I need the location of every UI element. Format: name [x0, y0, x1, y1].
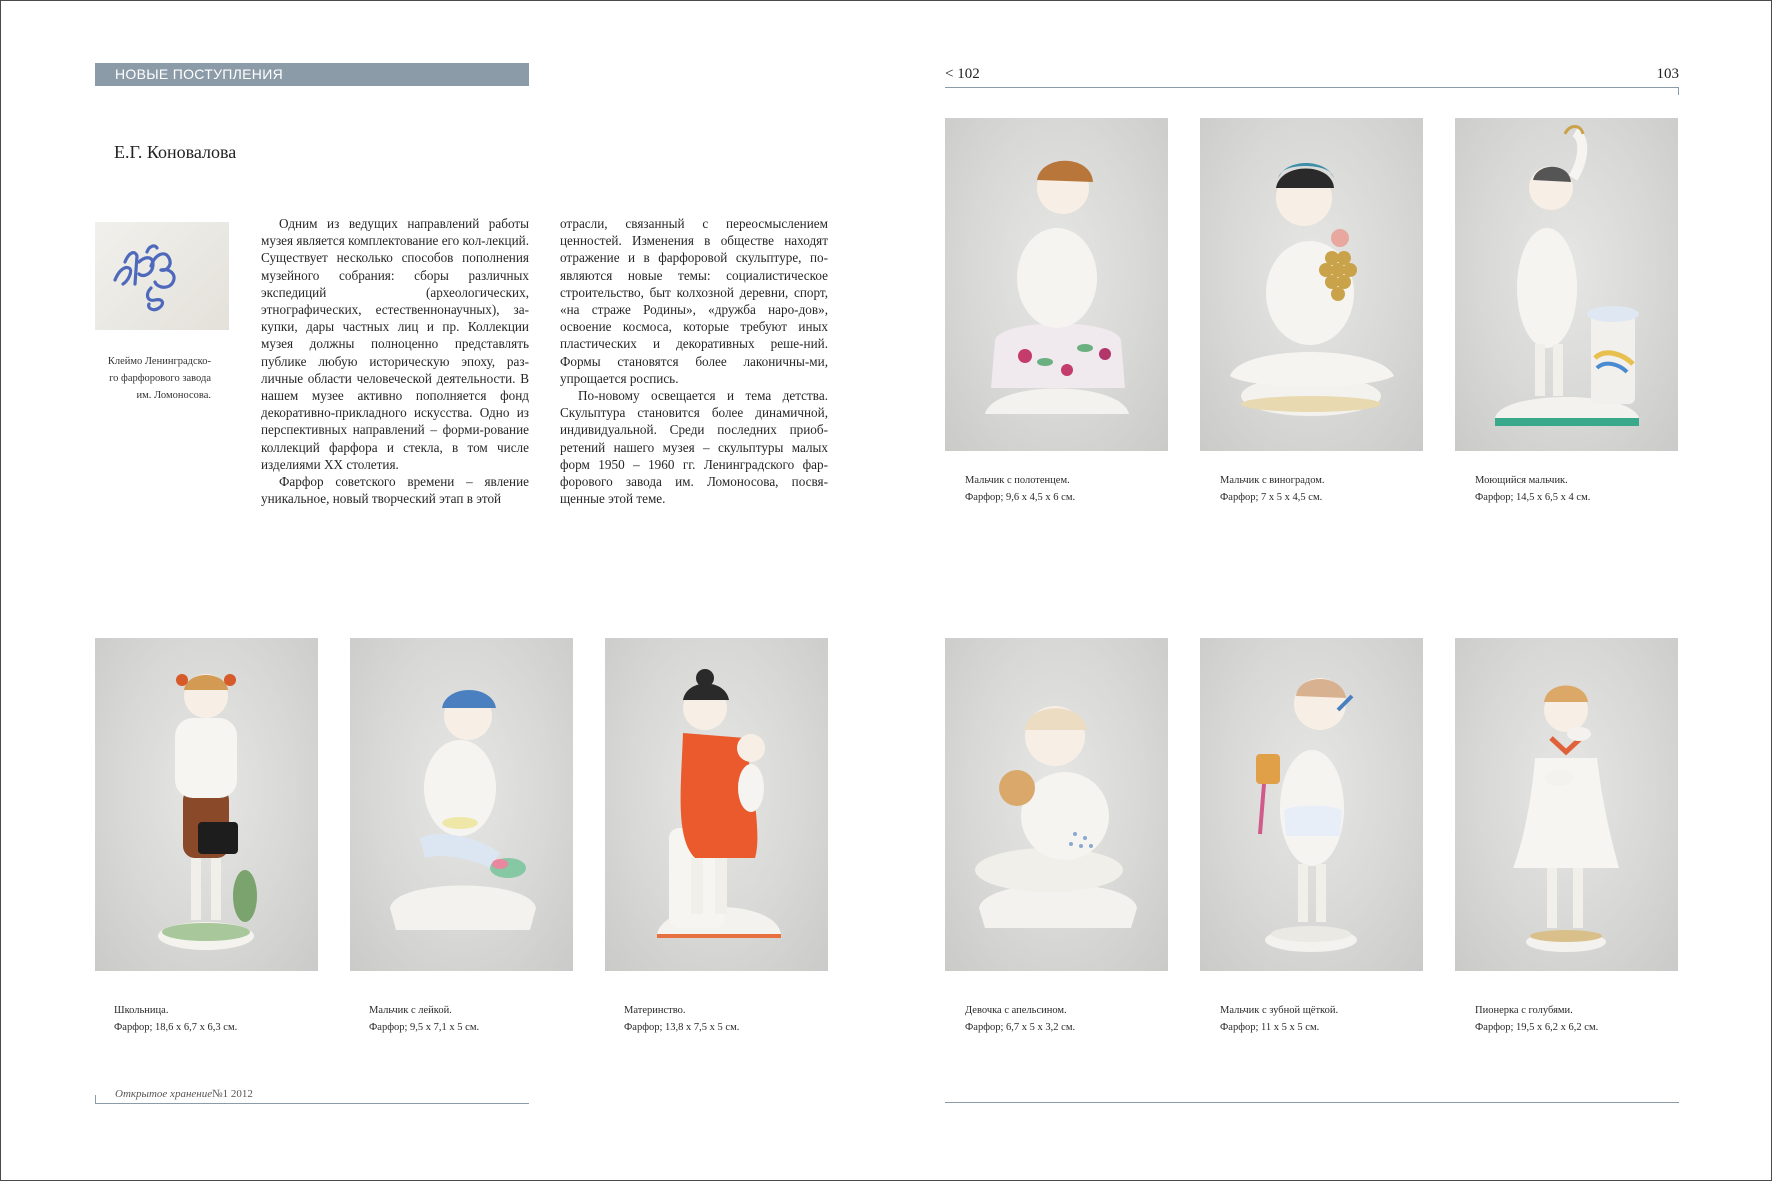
figure-caption: [624, 1002, 834, 1036]
paragraph: По-новому освещается и тема детства. Скульптура становится более динамичной, индивидуальной. Среди последних приоб-ретений нашего музея – скульптуры малых форм 1950 – 1960 гг. Ленинградского фар-форового завода им. Ломоносова, посвя-щенные этой теме.: [560, 388, 828, 507]
figure-details: Фарфор; 18,6 х 6,7 х 6,3 см.: [114, 1022, 238, 1033]
figure-details: Фарфор; 19,5 х 6,2 х 6,2 см.: [1475, 1022, 1599, 1033]
factory-mark-photo: [95, 222, 229, 330]
figure-details: Фарфор; 9,6 х 4,5 х 6 см.: [965, 492, 1076, 503]
footer-tick: [95, 1095, 96, 1104]
figure-details: Фарфор; 11 х 5 х 5 см.: [1220, 1022, 1320, 1033]
figure-details: Фарфор; 9,5 х 7,1 х 5 см.: [369, 1022, 480, 1033]
figure-caption: [1220, 472, 1430, 506]
figure-caption: [965, 472, 1175, 506]
text-column-2: [560, 215, 828, 507]
figure-caption: [114, 1002, 324, 1036]
figurine-photo-schoolgirl: [95, 638, 318, 971]
header-tick: [1678, 87, 1679, 95]
figure-details: Фарфор; 7 х 5 х 4,5 см.: [1220, 492, 1323, 503]
text-column-1: [261, 215, 529, 507]
mark-caption-line: им. Ломоносова.: [136, 390, 211, 401]
figure-title: Мальчик с виноградом.: [1220, 475, 1325, 486]
footer-rule: [945, 1102, 1679, 1103]
figurine-photo-washing-boy: [1455, 118, 1678, 451]
figurine-photo-boy-grapes: [1200, 118, 1423, 451]
figurine-photo-pioneer-doves: [1455, 638, 1678, 971]
section-title-bar: НОВЫЕ ПОСТУПЛЕНИЯ: [95, 63, 529, 86]
figure-details: Фарфор; 6,7 х 5 х 3,2 см.: [965, 1022, 1076, 1033]
figure-title: Материнство.: [624, 1005, 686, 1016]
journal-name: Открытое хранение: [115, 1088, 213, 1100]
figurine-photo-boy-toothbrush: [1200, 638, 1423, 971]
figurine-photo-boy-towel: [945, 118, 1168, 451]
figurine-photo-girl-orange: [945, 638, 1168, 971]
figurine-photo-motherhood: [605, 638, 828, 971]
figurine-photo-boy-watering-can: [350, 638, 573, 971]
paragraph: Фарфор советского времени – явление уникальное, новый творческий этап в этой: [261, 474, 529, 507]
figure-title: Мальчик с лейкой.: [369, 1005, 452, 1016]
mark-caption-line: Клеймо Ленинградско-: [107, 356, 211, 367]
figure-title: Школьница.: [114, 1005, 169, 1016]
author-name: Е.Г. Коновалова: [114, 142, 237, 162]
figure-title: Мальчик с зубной щёткой.: [1220, 1005, 1339, 1016]
page-number: 103: [1656, 66, 1679, 82]
figure-title: Девочка с апельсином.: [965, 1005, 1067, 1016]
figure-title: Пионерка с голубями.: [1475, 1005, 1573, 1016]
mark-caption: [95, 353, 211, 404]
page-header: [945, 65, 1679, 88]
journal-issue: №1 2012: [212, 1088, 253, 1100]
figure-title: Мальчик с полотенцем.: [965, 475, 1070, 486]
figure-caption: [1475, 472, 1685, 506]
figure-details: Фарфор; 13,8 х 7,5 х 5 см.: [624, 1022, 740, 1033]
figure-details: Фарфор; 14,5 х 6,5 х 4 см.: [1475, 492, 1591, 503]
figure-caption: [965, 1002, 1175, 1036]
lfz-mark-image: [95, 222, 229, 330]
figure-caption: [1220, 1002, 1430, 1036]
footer-title: [115, 1088, 253, 1100]
figure-caption: [369, 1002, 579, 1036]
previous-page-link[interactable]: < 102: [945, 66, 980, 82]
paragraph: Одним из ведущих направлений работы музея является комплектование его кол-лекций. Существует несколько способов пополнения музейного собрания: сборы различных экспедиций (археологических, этнографических, естественнонаучных), за-купки, дары частных лиц и пр. Коллекции музея должны полноценно представлять публике любую историческую эпоху, раз-личные области человеческой деятельности. В нашем музее активно пополняется фонд декоративно-прикладного искусства. Одно из перспективных направлений – форми-рование коллекций фарфора и стекла, в том числе изделиями XX столетия.: [261, 216, 529, 472]
journal-footer: [95, 1087, 529, 1104]
figure-caption: [1475, 1002, 1685, 1036]
paragraph: отрасли, связанный с переосмыслением ценностей. Изменения в обществе находят отражение и в фарфоровой скульптуре, по-являются новые темы: социалистическое строительство, быт колхозной деревни, спорт, «на страже Родины», «дружба наро-дов», освоение космоса, которые требуют иных пластических и декоративных реше-ний. Формы становятся более лаконичны-ми, упрощается роспись.: [560, 216, 828, 386]
figure-title: Моющийся мальчик.: [1475, 475, 1568, 486]
mark-caption-line: го фарфорового завода: [109, 373, 211, 384]
